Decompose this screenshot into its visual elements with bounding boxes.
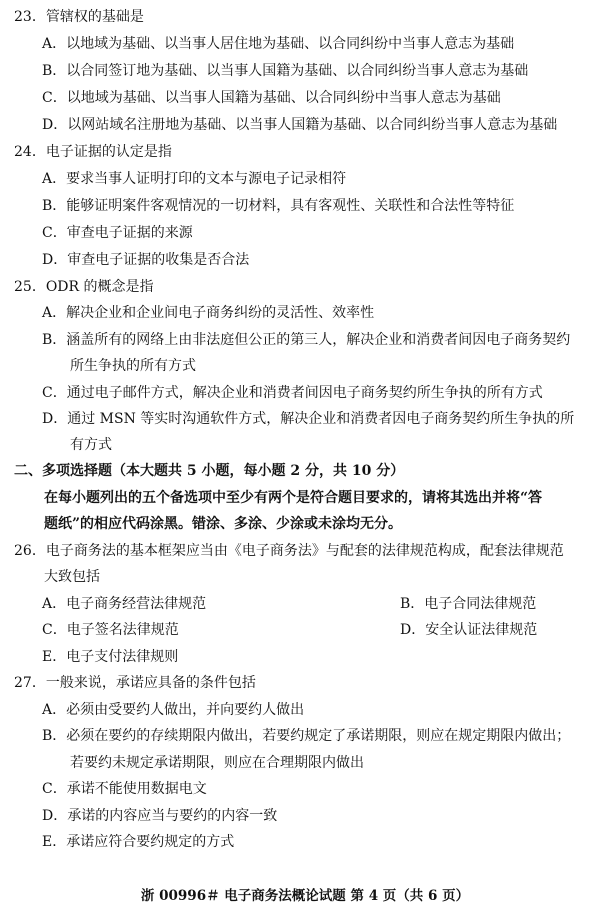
question-25-option-b: B．涵盖所有的网络上由非法庭但公正的第三人，解决企业和消费者间因电子商务契约 [42, 332, 571, 348]
question-24-option-b: B．能够证明案件客观情况的一切材料，具有客观性、关联性和合法性等特征 [42, 198, 515, 214]
question-25-option-d: D．通过 MSN 等实时沟通软件方式，解决企业和消费者因电子商务契约所生争执的所 [42, 411, 575, 427]
question-26-option-a: A．电子商务经营法律规范 [42, 596, 207, 612]
section-2-instructions: 在每小题列出的五个备选项中至少有两个是符合题目要求的，请将其选出并将“答 [44, 490, 543, 506]
question-27-option-e: E．承诺应符合要约规定的方式 [42, 834, 235, 850]
section-2-instructions-continued: 题纸”的相应代码涂黑。错涂、多涂、少涂或未涂均无分。 [44, 516, 403, 532]
question-26-stem-continued: 大致包括 [44, 569, 100, 585]
question-26-stem: 26．电子商务法的基本框架应当由《电子商务法》与配套的法律规范构成，配套法律规范 [14, 543, 564, 559]
question-26-option-e: E．电子支付法律规则 [42, 649, 179, 665]
question-27-stem: 27．一般来说，承诺应具备的条件包括 [14, 675, 256, 691]
question-26-row-2 [0, 617, 610, 643]
question-23-option-b: B．以合同签订地为基础、以当事人国籍为基础、以合同纠纷当事人意志为基础 [42, 63, 529, 79]
question-27-option-c: C．承诺不能使用数据电文 [42, 781, 207, 797]
question-25-option-d-continued: 有方式 [70, 437, 112, 453]
question-25-option-a: A．解决企业和企业间电子商务纠纷的灵活性、效率性 [42, 305, 375, 321]
question-27-option-b-continued: 若要约未规定承诺期限，则应在合理期限内做出 [70, 755, 364, 771]
question-26-option-d: D．安全认证法律规范 [400, 622, 538, 638]
question-23-option-c: C．以地域为基础、以当事人国籍为基础、以合同纠纷中当事人意志为基础 [42, 90, 501, 106]
question-23-option-a: A．以地域为基础、以当事人居住地为基础、以合同纠纷中当事人意志为基础 [42, 36, 515, 52]
question-24-option-a: A．要求当事人证明打印的文本与源电子记录相符 [42, 171, 347, 187]
question-23-stem: 23．管辖权的基础是 [14, 9, 144, 25]
question-24-option-c: C．审查电子证据的来源 [42, 225, 193, 241]
section-2-title: 二、多项选择题（本大题共 5 小题，每小题 2 分，共 10 分） [14, 463, 405, 479]
page-footer: 浙 00996＃ 电子商务法概论试题 第 4 页（共 6 页） [140, 888, 470, 904]
question-27-option-b: B．必须在要约的存续期限内做出，若要约规定了承诺期限，则应在规定期限内做出； [42, 728, 571, 744]
question-24-stem: 24．电子证据的认定是指 [14, 144, 172, 160]
question-23-option-d: D．以网站域名注册地为基础、以当事人国籍为基础、以合同纠纷当事人意志为基础 [42, 117, 558, 133]
question-25-option-b-continued: 所生争执的所有方式 [70, 358, 196, 374]
question-26-option-b: B．电子合同法律规范 [400, 596, 537, 612]
question-25-stem: 25．ODR 的概念是指 [14, 279, 154, 295]
question-26-row-1 [0, 591, 610, 617]
question-27-option-d: D．承诺的内容应当与要约的内容一致 [42, 808, 278, 824]
question-26-option-c: C．电子签名法律规范 [42, 622, 179, 638]
question-27-option-a: A．必须由受要约人做出，并向要约人做出 [42, 702, 305, 718]
question-25-option-c: C．通过电子邮件方式，解决企业和消费者间因电子商务契约所生争执的所有方式 [42, 385, 543, 401]
question-24-option-d: D．审查电子证据的收集是否合法 [42, 252, 250, 268]
